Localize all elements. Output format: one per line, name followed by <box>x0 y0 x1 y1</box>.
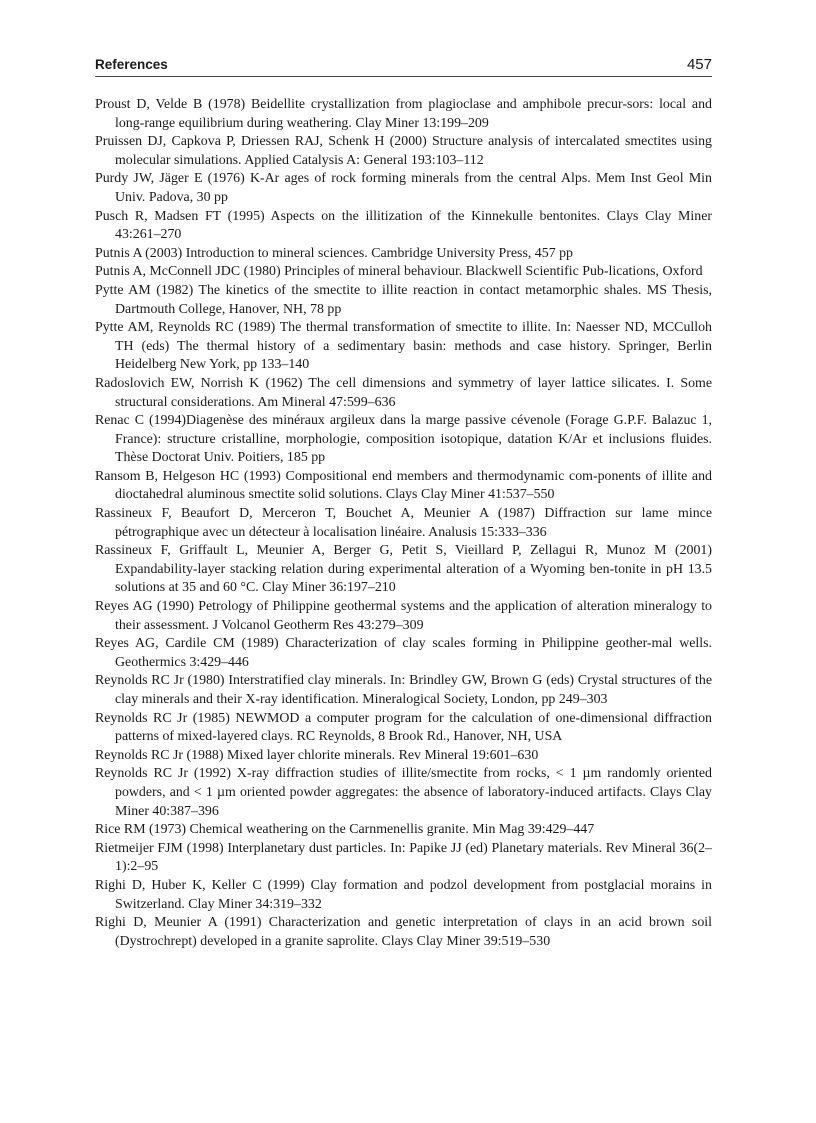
reference-entry: Rassineux F, Beaufort D, Merceron T, Bouchet A, Meunier A (1987) Diffraction sur lame mince pétrographique avec un détecteur à localisation linéaire. Analusis 15:333–336 <box>95 506 712 540</box>
page-number: 457 <box>686 56 712 73</box>
running-header <box>95 56 712 77</box>
reference-entry: Reynolds RC Jr (1980) Interstratified clay minerals. In: Brindley GW, Brown G (eds) Crystal structures of the clay minerals and their X-ray identification. Mineralogical Society, London, pp 249–303 <box>95 673 712 707</box>
reference-entry: Ransom B, Helgeson HC (1993) Compositional end members and thermodynamic com-ponents of illite and dioctahedral aluminous smectite solid solutions. Clays Clay Miner 41:537–550 <box>95 468 712 503</box>
reference-entry: Putnis A, McConnell JDC (1980) Principles of mineral behaviour. Blackwell Scientific Pub-lications, Oxford <box>95 264 703 280</box>
reference-entry: Reynolds RC Jr (1985) NEWMOD a computer program for the calculation of one-dimensional diffraction patterns of mixed-layered clays. RC Reynolds, 8 Brook Rd., Hanover, NH, USA <box>95 710 712 745</box>
reference-entry: Pytte AM (1982) The kinetics of the smectite to illite reaction in contact metamorphic shales. MS Thesis, Dartmouth College, Hanover, NH, 78 pp <box>95 282 712 317</box>
reference-entry: Reyes AG (1990) Petrology of Philippine geothermal systems and the application of alteration mineralogy to their assessment. J Volcanol Geotherm Res 43:279–309 <box>95 599 712 633</box>
reference-entry: Reynolds RC Jr (1992) X-ray diffraction studies of illite/smectite from rocks, < 1 µm randomly oriented powders, and < 1 µm oriented powder aggregates: the absence of laboratory-induced artifacts. Clays Clay Miner 40:387–396 <box>95 766 712 819</box>
reference-entry: Rassineux F, Griffault L, Meunier A, Berger G, Petit S, Vieillard P, Zellagui R, Munoz M (2001) Expandability-layer stacking relation during experimental alteration of a Wyoming ben-tonite in pH 13.5 solutions at 35 and 60 °C. Clay Miner 36:197–210 <box>95 543 712 596</box>
reference-entry: Radoslovich EW, Norrish K (1962) The cell dimensions and symmetry of layer lattice silicates. I. Some structural considerations. Am Mineral 47:599–636 <box>95 375 712 410</box>
reference-entry: Pruissen DJ, Capkova P, Driessen RAJ, Schenk H (2000) Structure analysis of intercalated smectites using molecular simulations. Applied Catalysis A: General 193:103–112 <box>95 134 712 168</box>
reference-entry: Rietmeijer FJM (1998) Interplanetary dust particles. In: Papike JJ (ed) Planetary materials. Rev Mineral 36(2–1):2–95 <box>95 840 712 875</box>
reference-entry: Rice RM (1973) Chemical weathering on the Carnmenellis granite. Min Mag 39:429–447 <box>95 822 595 838</box>
reference-entry: Renac C (1994)Diagenèse des minéraux argileux dans la marge passive cévenole (Forage G.P.F. Balazuc 1, France): structure cristalline, morphologie, composition isotopique, datation K/Ar et inclusions fluides. Thèse Doctorat Univ. Poitiers, 185 pp <box>95 413 712 466</box>
reference-entry: Pytte AM, Reynolds RC (1989) The thermal transformation of smectite to illite. In: Naesser ND, MCCulloh TH (eds) The thermal history of a sedimentary basin: methods and case history. Springer, Berlin Heidelberg New York, pp 133–140 <box>95 320 712 373</box>
reference-entry: Pusch R, Madsen FT (1995) Aspects on the illitization of the Kinnekulle bentonites. Clays Clay Miner 43:261–270 <box>95 208 712 243</box>
reference-list <box>95 96 712 951</box>
section-title: References <box>95 57 168 72</box>
reference-entry: Righi D, Meunier A (1991) Characterization and genetic interpretation of clays in an acid brown soil (Dystrochrept) developed in a granite saprolite. Clays Clay Miner 39:519–530 <box>95 915 712 949</box>
reference-entry: Reyes AG, Cardile CM (1989) Characterization of clay scales forming in Philippine geother-mal wells. Geothermics 3:429–446 <box>95 636 712 670</box>
reference-entry: Putnis A (2003) Introduction to mineral sciences. Cambridge University Press, 457 pp <box>95 245 574 261</box>
reference-entry: Reynolds RC Jr (1988) Mixed layer chlorite minerals. Rev Mineral 19:601–630 <box>95 747 539 763</box>
reference-entry: Purdy JW, Jäger E (1976) K-Ar ages of rock forming minerals from the central Alps. Mem Inst Geol Min Univ. Padova, 30 pp <box>95 171 712 205</box>
reference-entry: Proust D, Velde B (1978) Beidellite crystallization from plagioclase and amphibole precur-sors: local and long-range equilibrium during weathering. Clay Miner 13:199–209 <box>95 97 712 131</box>
reference-entry: Righi D, Huber K, Keller C (1999) Clay formation and podzol development from postglacial morains in Switzerland. Clay Miner 34:319–332 <box>95 877 712 912</box>
